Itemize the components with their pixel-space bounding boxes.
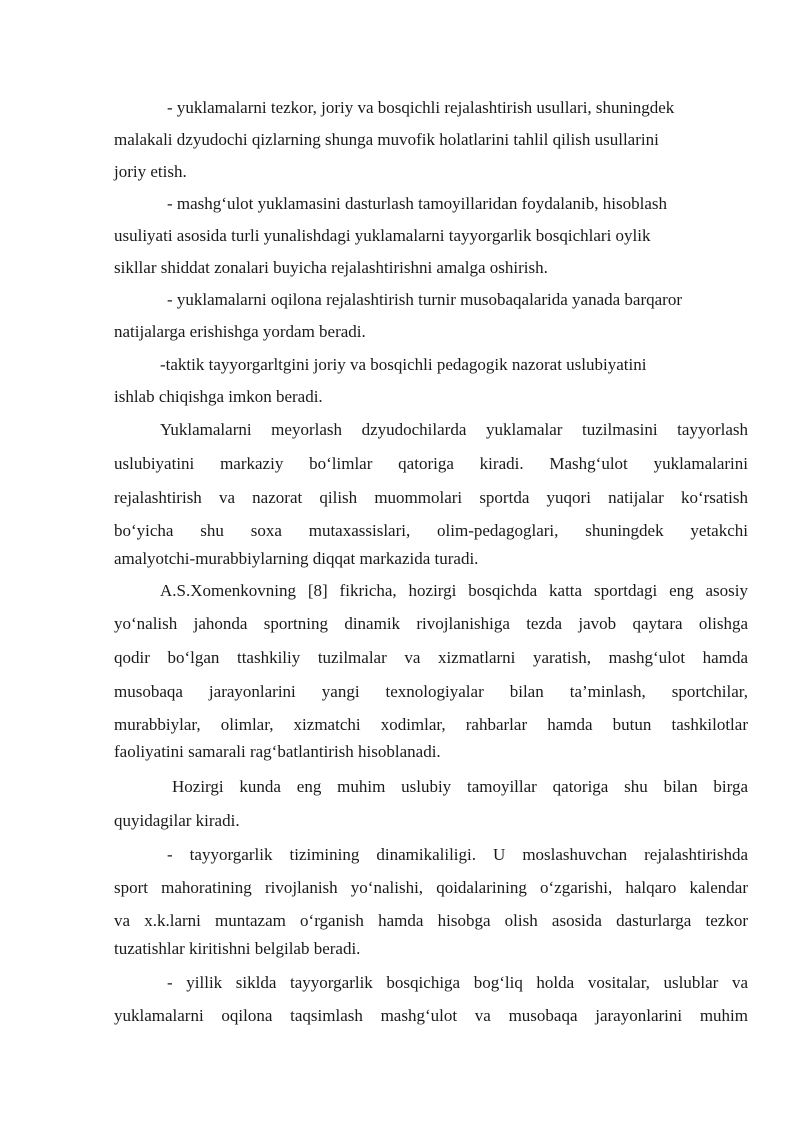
text-line: malakali dzyudochi qizlarning shunga muvofik holatlarini tahlil qilish usullarini: [114, 130, 659, 149]
text-line: quyidagilar kiradi.: [114, 811, 240, 830]
text-line: - tayyorgarlik tizimining dinamikaliligi. U moslashuvchan rejalashtirishda: [167, 845, 748, 864]
text-line: Hozirgi kunda eng muhim uslubiy tamoyillar qatoriga shu bilan birga: [172, 777, 748, 796]
text-line: - yuklamalarni oqilona rejalashtirish turnir musobaqalarida yanada barqaror: [167, 290, 683, 309]
text-line: faoliyatini samarali rag‘batlantirish hisoblanadi.: [114, 742, 441, 761]
text-line: sport mahoratining rivojlanish yo‘nalishi, qoidalarining o‘zgarishi, halqaro kalendar: [114, 878, 748, 897]
text-line: - mashg‘ulot yuklamasini dasturlash tamoyillaridan foydalanib, hisoblash: [167, 194, 667, 213]
text-line: va x.k.larni muntazam o‘rganish hamda hisobga olish asosida dasturlarga tezkor: [114, 911, 748, 930]
text-line: amalyotchi-murabbiylarning diqqat markazida turadi.: [114, 549, 479, 568]
text-line: bo‘yicha shu soxa mutaxassislari, olim-pedagoglari, shuningdek yetakchi: [114, 521, 748, 540]
text-line: A.S.Xomenkovning [8] fikricha, hozirgi bosqichda katta sportdagi eng asosiy: [160, 581, 748, 600]
text-line: tuzatishlar kiritishni belgilab beradi.: [114, 939, 361, 958]
text-line: murabbiylar, olimlar, xizmatchi xodimlar, rahbarlar hamda butun tashkilotlar: [114, 715, 748, 734]
text-line: qodir bo‘lgan ttashkiliy tuzilmalar va xizmatlarni yaratish, mashg‘ulot hamda: [114, 648, 748, 667]
text-line: ishlab chiqishga imkon beradi.: [114, 387, 323, 406]
text-line: - yillik siklda tayyorgarlik bosqichiga bog‘liq holda vositalar, uslublar va: [167, 973, 748, 992]
text-line: yo‘nalish jahonda sportning dinamik rivojlanishiga tezda javob qaytara olishga: [114, 614, 748, 633]
text-line: - yuklamalarni tezkor, joriy va bosqichli rejalashtirish usullari, shuningdek: [167, 98, 675, 117]
text-line: uslubiyatini markaziy bo‘limlar qatoriga kiradi. Mashg‘ulot yuklamalarini: [114, 454, 748, 473]
text-line: -taktik tayyorgarltgini joriy va bosqichli pedagogik nazorat uslubiyatini: [160, 355, 647, 374]
text-line: Yuklamalarni meyorlash dzyudochilarda yuklamalar tuzilmasini tayyorlash: [160, 420, 748, 439]
text-line: natijalarga erishishga yordam beradi.: [114, 322, 366, 341]
text-line: yuklamalarni oqilona taqsimlash mashg‘ulot va musobaqa jarayonlarini muhim: [114, 1006, 748, 1025]
text-line: rejalashtirish va nazorat qilish muommolari sportda yuqori natijalar ko‘rsatish: [114, 488, 748, 507]
text-line: sikllar shiddat zonalari buyicha rejalashtirishni amalga oshirish.: [114, 258, 548, 277]
text-line: musobaqa jarayonlarini yangi texnologiyalar bilan ta’minlash, sportchilar,: [114, 682, 748, 701]
text-line: usuliyati asosida turli yunalishdagi yuklamalarni tayyorgarlik bosqichlari oylik: [114, 226, 651, 245]
text-line: joriy etish.: [114, 162, 187, 181]
